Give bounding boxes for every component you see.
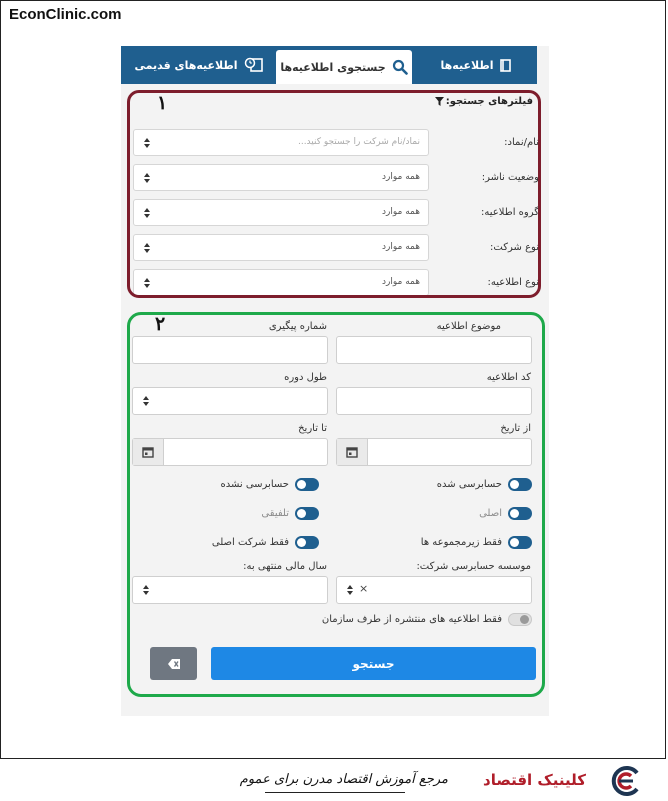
subject-label: موضوع اطلاعیه xyxy=(436,321,501,332)
period-length-label: طول دوره xyxy=(284,372,327,383)
to-date-label: تا تاریخ xyxy=(298,423,327,434)
select-value: همه موارد xyxy=(382,277,420,287)
filters-heading-text: فیلترهای جستجو: xyxy=(445,96,533,107)
select-value: نماد/نام شرکت را جستجو کنید... xyxy=(297,137,420,147)
footer-underline xyxy=(265,792,405,793)
econclinic-logo-icon xyxy=(607,765,643,797)
footer-brand: کلینیک اقتصاد xyxy=(483,771,586,789)
select-value: همه موارد xyxy=(382,207,420,217)
consolidated-label: تلفیقی xyxy=(261,508,289,519)
subsidiaries-only-label: فقط زیرمجموعه ها xyxy=(420,537,502,548)
search-icon xyxy=(392,59,408,75)
annotation-box-1 xyxy=(127,90,541,298)
tab-search-announcements[interactable] xyxy=(276,50,412,84)
original-label: اصلی xyxy=(479,508,502,519)
company-type-label: نوع شرکت: xyxy=(490,242,539,253)
footer xyxy=(0,759,668,801)
select-value: همه موارد xyxy=(382,242,420,252)
select-value: همه موارد xyxy=(382,172,420,182)
annotation-number-1: ۱ xyxy=(157,92,168,114)
footer-tagline: مرجع آموزش اقتصاد مدرن برای عموم xyxy=(239,772,448,787)
announcement-group-label: گروه اطلاعیه: xyxy=(481,207,539,218)
announcement-type-label: نوع اطلاعیه: xyxy=(487,277,539,288)
publisher-status-label: وضعیت ناشر: xyxy=(481,172,539,183)
tab-label: اطلاعیه‌ها xyxy=(440,58,494,72)
tab-label: اطلاعیه‌های قدیمی xyxy=(134,58,238,72)
from-date-label: از تاریخ xyxy=(500,423,531,434)
parent-only-label: فقط شرکت اصلی xyxy=(211,537,289,548)
search-button[interactable]: جستجو xyxy=(211,647,536,680)
tab-bar xyxy=(121,46,537,84)
audited-label: حسابرسی شده xyxy=(436,479,502,490)
document-icon xyxy=(499,59,512,72)
tab-announcements[interactable] xyxy=(416,46,537,84)
site-name: EconClinic.com xyxy=(9,6,122,23)
not-audited-label: حسابرسی نشده xyxy=(220,479,289,490)
annotation-box-2 xyxy=(127,312,545,697)
annotation-number-2: ۲ xyxy=(155,313,166,335)
auditor-label: موسسه حسابرسی شرکت: xyxy=(416,561,531,572)
tab-label: جستجوی اطلاعیه‌ها xyxy=(280,60,386,74)
clock-document-icon xyxy=(244,57,264,73)
tab-old-announcements[interactable] xyxy=(129,46,269,84)
fiscal-year-label: سال مالی منتهی به: xyxy=(243,561,327,572)
org-only-label: فقط اطلاعیه های منتشره از طرف سازمان xyxy=(321,614,502,625)
tracking-number-label: شماره پیگیری xyxy=(268,321,327,332)
announcement-code-label: کد اطلاعیه xyxy=(486,372,531,383)
clear-x-icon[interactable]: × xyxy=(359,582,369,595)
name-symbol-label: نام/نماد: xyxy=(504,137,539,148)
